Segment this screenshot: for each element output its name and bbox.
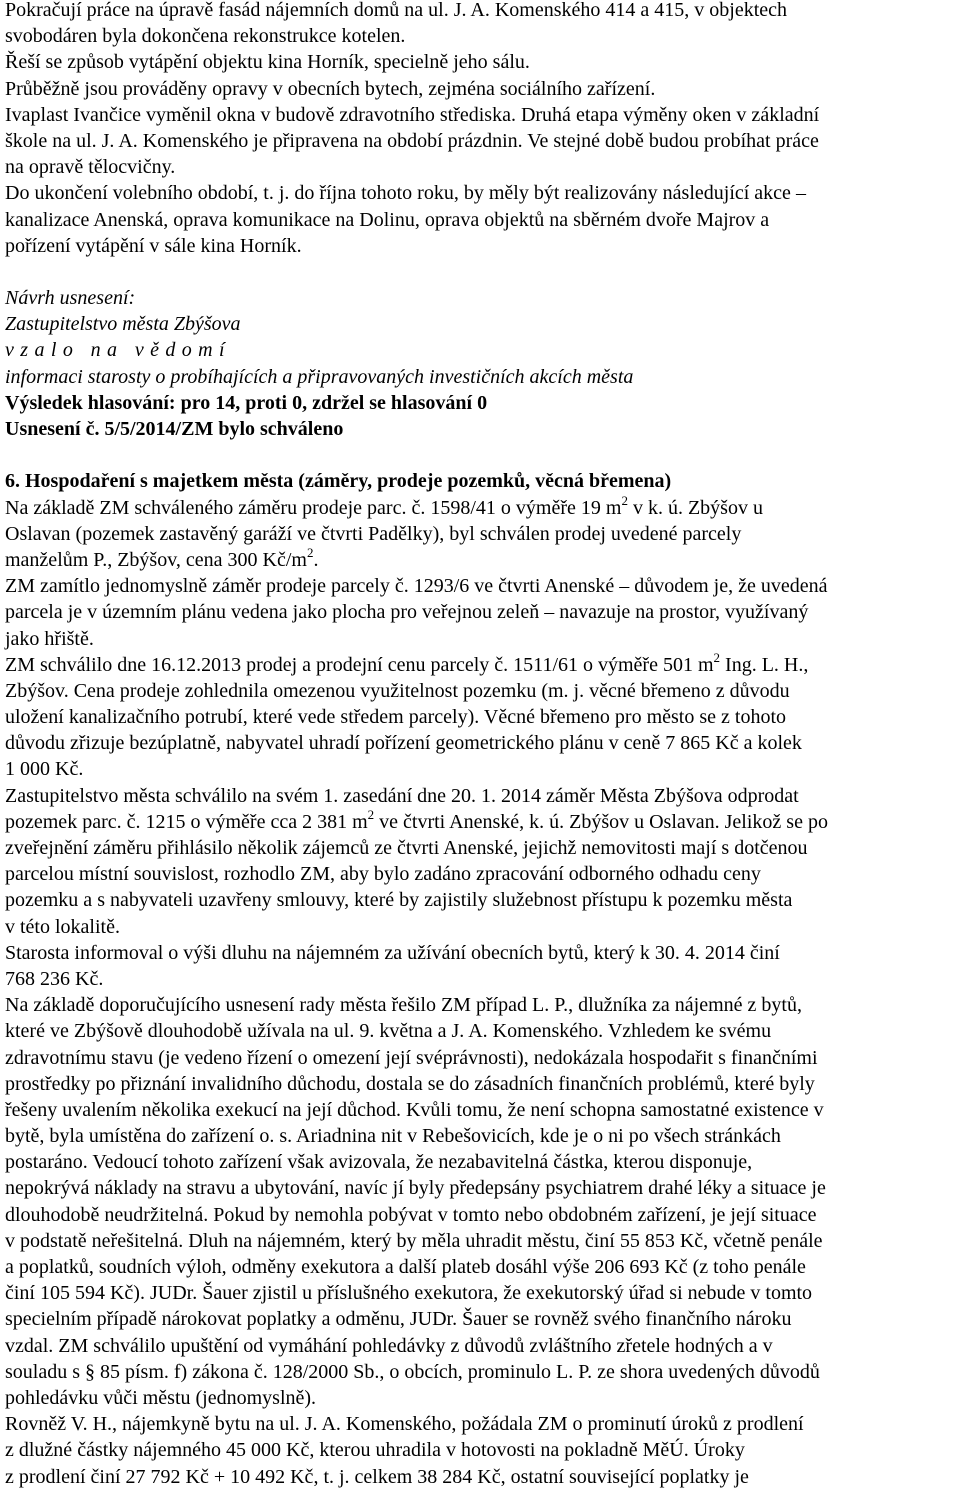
superscript: 2	[306, 545, 314, 561]
text-line: řešeny uvalením několika exekucí na její důchod. Kvůli tomu, že není schopna samostatné existence v	[5, 1098, 824, 1121]
text-fragment: Na základě ZM schváleného záměru prodeje parc. č. 1598/41 o výměře 19 m	[5, 496, 622, 519]
resolution-vote: Výsledek hlasování: pro 14, proti 0, zdržel se hlasování 0	[5, 391, 488, 414]
superscript: 2	[713, 650, 721, 666]
text-line: Starosta informoval o výši dluhu na nájemném za užívání obecních bytů, který k 30. 4. 2014 činí	[5, 941, 780, 964]
spacer	[5, 442, 955, 468]
text-fragment: Ing. L. H.,	[720, 653, 809, 676]
text-line: škole na ul. J. A. Komenského je připravena na období prázdnin. Ve stejné době budou probíhat práce	[5, 129, 819, 152]
text-line: Ivaplast Ivančice vyměnil okna v budově zdravotního střediska. Druhá etapa výměny oken v základní	[5, 103, 820, 126]
text-line: z prodlení činí 27 792 Kč + 10 492 Kč, t. j. celkem 38 284 Kč, ostatní související poplatky je	[5, 1465, 749, 1488]
text-line: důvodu zřizuje bezúplatně, nabyvatel uhradí pořízení geometrického plánu v ceně 7 865 Kč a kolek	[5, 732, 802, 755]
paragraph-investments	[5, 0, 955, 259]
text-line: prostředky po přiznání invalidního důchodu, dostala se do zásadních finančních problémů, které byly	[5, 1072, 815, 1095]
text-line: jako hřiště.	[5, 627, 94, 650]
text-line: Do ukončení volebního období, t. j. do října tohoto roku, by měly být realizovány následující akce –	[5, 182, 806, 205]
text-line: kanalizace Anenská, oprava komunikace na Dolinu, oprava objektů na sběrném dvoře Majrov a	[5, 208, 770, 231]
text-line: na opravě tělocvičny.	[5, 156, 176, 179]
text-line: v podstatě neřešitelná. Dluh na nájemném, který by měla uhradit městu, činí 55 853 Kč, včetně penále	[5, 1229, 823, 1252]
text-line: bytě, byla umístěna do zařízení o. s. Ariadnina nit v Rebešovicích, kde je o ni po všech stránkách	[5, 1125, 781, 1148]
text-line: dlouhodobě neudržitelná. Pokud by nemohla pobývat v tomto nebo obdobném zařízení, je její situace	[5, 1203, 817, 1226]
text-line: z dlužné částky nájemného 45 000 Kč, kterou uhradila v hotovosti na pokladně MěÚ. Úroky	[5, 1439, 745, 1462]
text-line: Zastupitelstvo města schválilo na svém 1. zasedání dne 20. 1. 2014 záměr Města Zbýšova odprodat	[5, 784, 799, 807]
text-line: pozemku a s nabyvateli uzavřeny smlouvy, které by zajistily služebnost přístupu k pozemku města	[5, 889, 793, 912]
text-line: uložení kanalizačního potrubí, které vede středem parcely). Věcné břemeno pro město se z tohoto	[5, 706, 787, 729]
text-line: parcelou místní souvislost, rozhodlo ZM, aby bylo zadáno zpracování odborného odhadu ceny	[5, 863, 761, 886]
text-fragment: ve čtvrti Anenské, k. ú. Zbýšov u Oslavan. Jelikož se po	[374, 810, 828, 833]
text-line	[5, 492, 955, 521]
text-line: Řeší se způsob vytápění objektu kina Horník, specielně jeho sálu.	[5, 51, 530, 74]
text-line: ZM zamítlo jednomyslně záměr prodeje parcely č. 1293/6 ve čtvrti Anenské – důvodem je, že uvedená	[5, 575, 828, 598]
resolution-council: Zastupitelstvo města Zbýšova	[5, 313, 241, 336]
text-line: souladu s § 85 písm. f) zákona č. 128/2000 Sb., o obcích, prominulo L. P. ze shora uvedených důvodů	[5, 1360, 820, 1383]
resolution-subject: informaci starosty o probíhajících a připravovaných investičních akcích města	[5, 365, 634, 388]
spacer	[5, 259, 955, 285]
text-line: 1 000 Kč.	[5, 758, 84, 781]
text-line: a poplatků, soudních výloh, odměny exekutora a další plateb dosáhl výše 206 693 Kč (z toho penále	[5, 1256, 806, 1278]
text-line	[5, 652, 955, 678]
text-line: specielním případě nárokovat poplatky a odměnu, JUDr. Šauer se rovněž svého finančního nároku	[5, 1308, 792, 1331]
resolution-verb: vzalo na vědomí	[5, 339, 231, 362]
text-line: vzdal. ZM schválilo upuštění od vymáhání pohledávky z důvodů zvláštního zřetele hodných a v	[5, 1334, 773, 1357]
document-page	[5, 0, 955, 1490]
text-line: Oslavan (pozemek zastavěný garáží ve čtvrti Padělky), byl schválen prodej uvedené parcely	[5, 522, 742, 545]
text-line: nepokrývá náklady na stravu a ubytování, navíc jí byly předepsány psychiatrem drahé léky a situace je	[5, 1177, 826, 1200]
text-line: činí 105 594 Kč). JUDr. Šauer zjistil u příslušného exekutora, že exekutorský úřad si nebude v tomto	[5, 1282, 813, 1305]
resolution-result: Usnesení č. 5/5/2014/ZM bylo schváleno	[5, 418, 344, 440]
text-line: svobodáren byla dokončena rekonstrukce kotelen.	[5, 25, 406, 48]
text-line: Zbýšov. Cena prodeje zohlednila omezenou využitelnost pozemku (m. j. věcné břemeno z důvodu	[5, 679, 790, 702]
text-fragment: pozemek parc. č. 1215 o výměře cca 2 381 m	[5, 810, 368, 833]
resolution-proposal-label: Návrh usnesení:	[5, 287, 136, 310]
section-heading: 6. Hospodaření s majetkem města (záměry, prodeje pozemků, věcná břemena)	[5, 470, 672, 493]
superscript: 2	[367, 807, 375, 823]
text-line: zveřejnění záměru přihlásilo několik zájemců ze čtvrti Anenské, jejichž nemovitosti mají s dotčenou	[5, 837, 808, 859]
text-line: Na základě doporučujícího usnesení rady města řešilo ZM případ L. P., dlužníka za nájemné z bytů,	[5, 994, 802, 1017]
text-line: 768 236 Kč.	[5, 967, 104, 990]
text-fragment: .	[313, 548, 319, 571]
section-6	[5, 468, 955, 1489]
text-fragment: v k. ú. Zbýšov u	[627, 496, 763, 519]
text-line: Pokračují práce na úpravě fasád nájemních domů na ul. J. A. Komenského 414 a 415, v objektech	[5, 0, 788, 21]
text-line: v této lokalitě.	[5, 915, 120, 938]
text-line: pohledávku vůči městu (jednomyslně).	[5, 1386, 317, 1409]
text-fragment: manželům P., Zbýšov, cena 300 Kč/m	[5, 548, 307, 571]
text-line	[5, 547, 955, 573]
text-line	[5, 809, 955, 835]
text-line: které ve Zbýšově dlouhodobě užívala na ul. 9. května a J. A. Komenského. Vzhledem ke svému	[5, 1020, 772, 1043]
text-line: zdravotnímu stavu (je vedeno řízení o omezení její svéprávnosti), nedokázala hospodařit s finančními	[5, 1046, 818, 1069]
text-line: Průběžně jsou prováděny opravy v obecních bytech, zejména sociálního zařízení.	[5, 77, 656, 100]
text-line: Rovněž V. H., nájemkyně bytu na ul. J. A. Komenského, požádala ZM o prominutí úroků z prodlení	[5, 1413, 804, 1436]
text-fragment: ZM schválilo dne 16.12.2013 prodej a prodejní cenu parcely č. 1511/61 o výměře 501 m	[5, 653, 714, 676]
text-line: parcela je v územním plánu vedena jako plocha pro veřejnou zeleň – navazuje na prostor, využívaný	[5, 601, 809, 624]
text-line: postaráno. Vedoucí tohoto zařízení však avizovala, že nezabavitelná částka, kterou disponuje,	[5, 1151, 753, 1174]
resolution-block	[5, 285, 955, 442]
superscript: 2	[621, 492, 628, 508]
text-line: pořízení vytápění v sále kina Horník.	[5, 234, 302, 257]
